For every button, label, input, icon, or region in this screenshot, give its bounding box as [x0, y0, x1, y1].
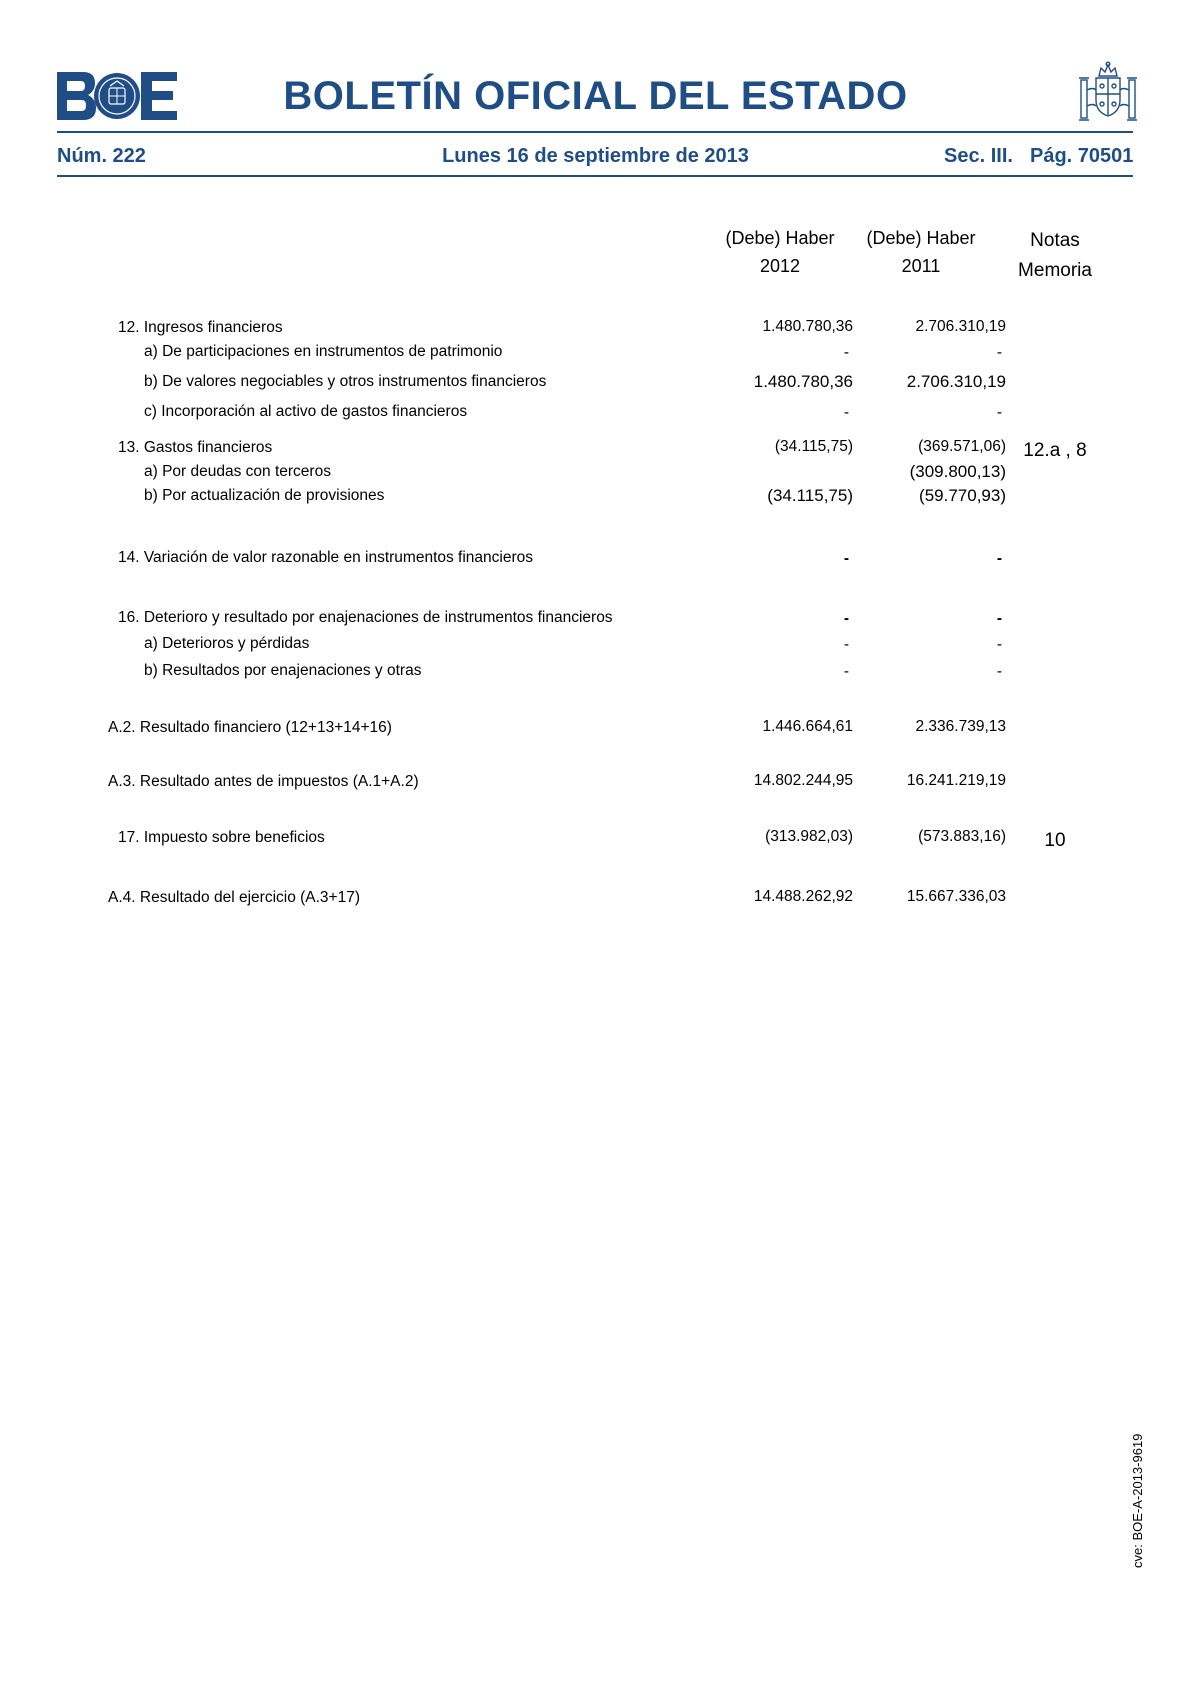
- header-rule-top: [57, 131, 1133, 133]
- value-2011: -: [996, 404, 1002, 421]
- value-2011: (59.770,93): [919, 486, 1006, 505]
- value-2012: -: [843, 663, 849, 680]
- value-2011: 2.706.310,19: [906, 372, 1006, 391]
- value-2012: -: [843, 636, 849, 653]
- column-header-2011-line2: 2011: [901, 256, 941, 276]
- row-label: a) Deterioros y pérdidas: [144, 635, 310, 652]
- row-label: A.4. Resultado del ejercicio (A.3+17): [108, 889, 361, 906]
- header-rule-bottom: [57, 175, 1133, 177]
- value-2012: -: [843, 610, 849, 627]
- value-2011: -: [996, 663, 1002, 680]
- column-header-2012: [716, 224, 844, 280]
- column-header-2011: [857, 224, 985, 280]
- value-2012: 1.446.664,61: [762, 718, 853, 735]
- value-2011: (573.883,16): [918, 828, 1006, 845]
- memoria-note: 12.a , 8: [1023, 440, 1087, 461]
- value-2011: (309.800,13): [909, 462, 1006, 481]
- value-2012: -: [843, 344, 849, 361]
- value-2012: -: [843, 550, 849, 567]
- row-label: b) De valores negociables y otros instrumentos financieros: [144, 373, 547, 390]
- value-2012: 1.480.780,36: [762, 318, 853, 335]
- section-label: Sec. III.: [944, 145, 1013, 167]
- column-header-2011-line1: (Debe) Haber: [866, 228, 976, 248]
- value-2012: 14.488.262,92: [753, 888, 853, 905]
- coat-of-arms-icon: [1077, 60, 1139, 128]
- value-2011: 16.241.219,19: [906, 772, 1006, 789]
- column-header-2012-line1: (Debe) Haber: [725, 228, 835, 248]
- value-2011: 2.336.739,13: [915, 718, 1006, 735]
- row-label: c) Incorporación al activo de gastos financieros: [144, 403, 468, 420]
- column-header-notes-line2: Memoria: [1018, 260, 1092, 281]
- column-header-2012-line2: 2012: [759, 256, 801, 276]
- row-label: 16. Deterioro y resultado por enajenaciones de instrumentos financieros: [118, 609, 613, 626]
- page-number: Pág. 70501: [1030, 145, 1134, 167]
- value-2011: 15.667.336,03: [906, 888, 1006, 905]
- row-label: a) Por deudas con terceros: [144, 463, 331, 480]
- value-2011: -: [996, 636, 1002, 653]
- row-label: b) Resultados por enajenaciones y otras: [144, 662, 422, 679]
- newspaper-title: BOLETÍN OFICIAL DEL ESTADO: [283, 74, 908, 118]
- memoria-note: 10: [1044, 830, 1066, 851]
- value-2012: (313.982,03): [765, 828, 853, 845]
- row-label: b) Por actualización de provisiones: [144, 487, 385, 504]
- value-2011: -: [996, 344, 1002, 361]
- value-2012: 1.480.780,36: [753, 372, 853, 391]
- issue-number: Núm. 222: [57, 145, 146, 167]
- value-2012: 14.802.244,95: [753, 772, 853, 789]
- cve-code: cve: BOE-A-2013-9619: [1130, 1433, 1145, 1568]
- row-label: 17. Impuesto sobre beneficios: [118, 829, 325, 846]
- value-2012: (34.115,75): [774, 438, 853, 455]
- value-2012: (34.115,75): [767, 486, 853, 505]
- column-header-notes: [1005, 226, 1105, 286]
- row-label: a) De participaciones en instrumentos de patrimonio: [144, 343, 503, 360]
- value-2011: -: [996, 610, 1002, 627]
- value-2011: -: [996, 550, 1002, 567]
- issue-date: Lunes 16 de septiembre de 2013: [442, 145, 749, 167]
- row-label: 14. Variación de valor razonable en instrumentos financieros: [118, 549, 534, 566]
- value-2011: 2.706.310,19: [915, 318, 1006, 335]
- row-label: A.2. Resultado financiero (12+13+14+16): [108, 719, 392, 736]
- value-2012: -: [843, 404, 849, 421]
- row-label: A.3. Resultado antes de impuestos (A.1+A.2): [108, 773, 419, 790]
- row-label: 12. Ingresos financieros: [118, 319, 283, 336]
- row-label: 13. Gastos financieros: [118, 439, 273, 456]
- column-header-notes-line1: Notas: [1030, 230, 1080, 251]
- value-2011: (369.571,06): [918, 438, 1006, 455]
